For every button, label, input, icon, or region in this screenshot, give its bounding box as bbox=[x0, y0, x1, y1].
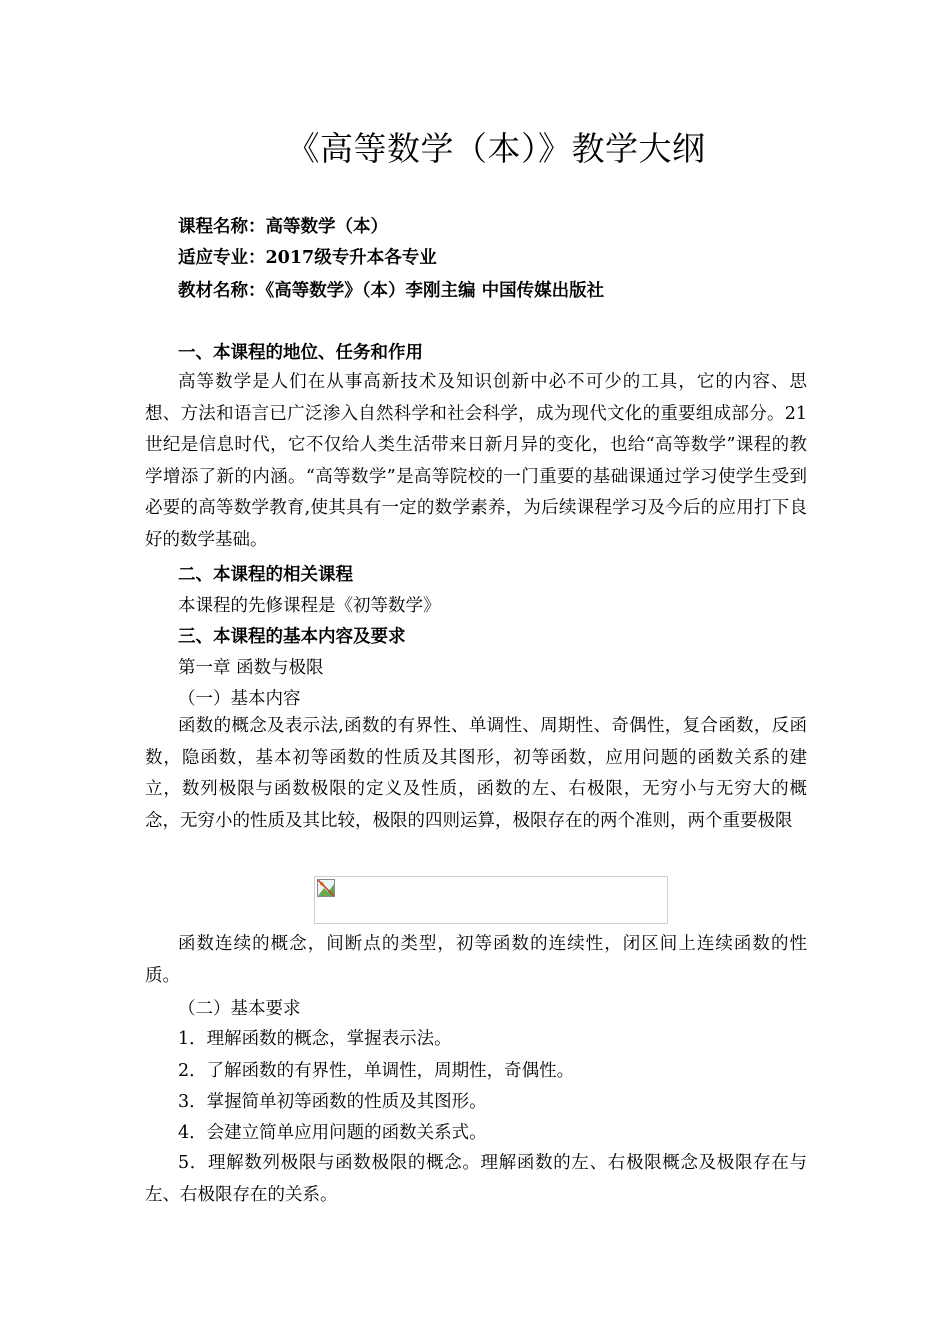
requirement-item: 3．掌握简单初等函数的性质及其图形。 bbox=[178, 1092, 487, 1112]
broken-image-icon bbox=[317, 879, 335, 897]
chapter-content-paragraph: 函数的概念及表示法,函数的有界性、单调性、周期性、奇偶性，复合函数，反函数，隐函数，基本初等函数的性质及其图形，初等函数，应用问题的函数关系的建立，数列极限与函数极限的定义及性质，函数的左、右极限，无穷小与无穷大的概念，无穷小的性质及其比较，极限的四则运算，极限存在的两个准则，两个重要极限 bbox=[145, 716, 807, 831]
section-3-heading: 三、本课程的基本内容及要求 bbox=[178, 627, 406, 647]
textbook-name: 教材名称：《高等数学》（本）李刚主编 中国传媒出版社 bbox=[178, 281, 605, 301]
section-1-heading: 一、本课程的地位、任务和作用 bbox=[178, 343, 423, 363]
section-2-heading: 二、本课程的相关课程 bbox=[178, 565, 353, 585]
section-2-body: 本课程的先修课程是《初等数学》 bbox=[178, 596, 441, 616]
chapter-title: 第一章 函数与极限 bbox=[178, 658, 324, 678]
requirement-item: 5．理解数列极限与函数极限的概念。理解函数的左、右极限概念及极限存在与左、右极限存在的关系。 bbox=[145, 1153, 807, 1205]
document-title: 《高等数学（本）》教学大纲 bbox=[286, 129, 706, 168]
requirement-item: 2．了解函数的有界性，单调性，周期性，奇偶性。 bbox=[178, 1061, 575, 1081]
requirement-item: 1．理解函数的概念，掌握表示法。 bbox=[178, 1029, 452, 1049]
continuity-paragraph: 函数连续的概念，间断点的类型，初等函数的连续性，闭区间上连续函数的性质。 bbox=[145, 934, 807, 986]
applicable-major: 适应专业：2017级专升本各专业 bbox=[178, 248, 437, 268]
requirement-item: 4．会建立简单应用问题的函数关系式。 bbox=[178, 1123, 487, 1143]
subsection-basic-requirements: （二）基本要求 bbox=[178, 999, 301, 1019]
embedded-image-placeholder bbox=[314, 876, 668, 924]
subsection-basic-content: （一）基本内容 bbox=[178, 689, 301, 709]
section-1-body: 高等数学是人们在从事高新技术及知识创新中必不可少的工具，它的内容、思想、方法和语言已广泛渗入自然科学和社会科学，成为现代文化的重要组成部分。21世纪是信息时代，它不仅给人类生活带来日新月异的变化，也给“高等数学”课程的教学增添了新的内涵。“高等数学”是高等院校的一门重要的基础课通过学习使学生受到必要的高等数学教育,使其具有一定的数学素养，为后续课程学习及今后的应用打下良好的数学基础。 bbox=[145, 372, 807, 550]
course-name: 课程名称：高等数学（本） bbox=[178, 217, 388, 237]
